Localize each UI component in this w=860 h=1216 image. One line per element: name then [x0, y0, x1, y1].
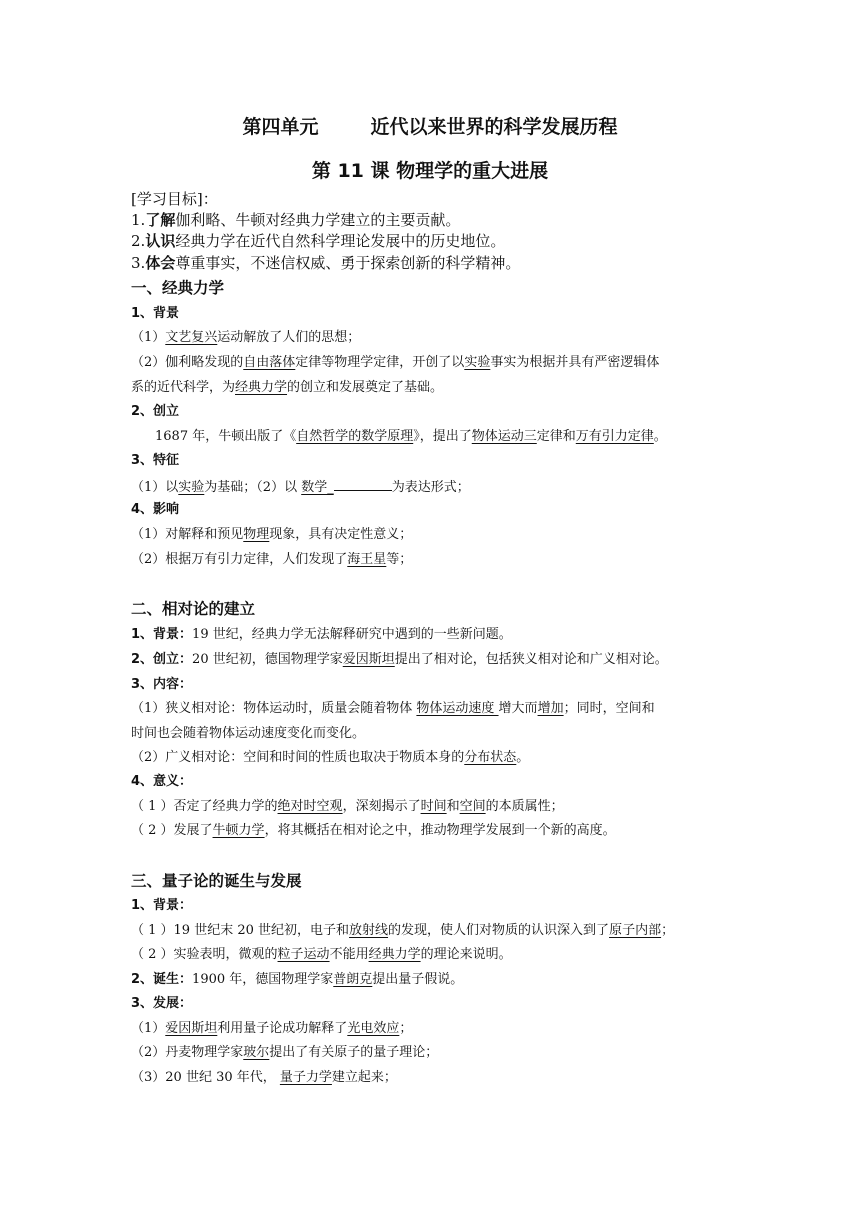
unit-number: 第四单元 — [242, 116, 319, 138]
goal-3: 3.体会尊重事实，不迷信权威、勇于探索创新的科学精神。 — [131, 254, 521, 272]
unit-title — [0, 116, 860, 139]
lesson-title: 第 11 课 物理学的重大进展 — [311, 160, 549, 182]
subheading-background: 1、背景： — [131, 898, 193, 913]
text-line: 2、诞生：1900 年，德国物理学家普朗克提出量子假说。 — [131, 972, 464, 987]
unit-name: 近代以来世界的科学发展历程 — [370, 116, 618, 138]
text-line: （2）丹麦物理学家玻尔提出了有关原子的量子理论； — [131, 1045, 439, 1060]
subheading-founding: 2、创立 — [131, 404, 180, 419]
text-line: （2）根据万有引力定律，人们发现了海王星等； — [131, 552, 413, 567]
text-line: （ 2 ）实验表明，微观的粒子运动不能用经典力学的理论来说明。 — [131, 947, 512, 962]
fill-blank — [334, 478, 392, 491]
text-line: （3）20 世纪 30 年代， 量子力学建立起来； — [131, 1070, 397, 1085]
text-line: （1）对解释和预见物理现象，具有决定性意义； — [131, 527, 413, 542]
text-line: （1）爱因斯坦利用量子论成功解释了光电效应； — [131, 1021, 413, 1036]
section-heading-classical-mechanics: 一、经典力学 — [131, 279, 225, 297]
text-line: 2、创立：20 世纪初，德国物理学家爱因斯坦提出了相对论，包括狭义相对论和广义相对论。 — [131, 652, 668, 667]
subheading-influence: 4、影响 — [131, 502, 180, 517]
text-line: 时间也会随着物体运动速度变化而变化。 — [131, 726, 366, 741]
text-line: （2）广义相对论：空间和时间的性质也取决于物质本身的分布状态。 — [131, 750, 530, 765]
subheading-features: 3、特征 — [131, 453, 180, 468]
text-line: （ 2 ）发展了牛顿力学，将其概括在相对论之中，推动物理学发展到一个新的高度。 — [131, 823, 616, 838]
subheading-content: 3、内容： — [131, 677, 193, 692]
subheading-significance: 4、意义： — [131, 774, 193, 789]
goals-header: [学习目标]： — [131, 190, 218, 208]
text-line: （1）以实验为基础；（2）以 数学_ 为表达形式； — [131, 480, 470, 495]
text-line: 系的近代科学，为经典力学的创立和发展奠定了基础。 — [131, 380, 444, 395]
text-line: （2）伽利略发现的自由落体定律等物理学定律，开创了以实验事实为根据并具有严密逻辑体 — [131, 355, 660, 370]
goal-1: 1.了解伽利略、牛顿对经典力学建立的主要贡献。 — [131, 211, 461, 229]
text-line: （ 1 ）19 世纪末 20 世纪初，电子和放射线的发现，使人们对物质的认识深入到了原子内部； — [131, 923, 675, 938]
subheading-development: 3、发展： — [131, 996, 193, 1011]
section-heading-relativity: 二、相对论的建立 — [131, 600, 256, 618]
text-line: 1、背景：19 世纪，经典力学无法解释研究中遇到的一些新问题。 — [131, 627, 512, 642]
goal-2: 2.认识经典力学在近代自然科学理论发展中的历史地位。 — [131, 232, 506, 250]
subheading-background: 1、背景 — [131, 306, 180, 321]
text-line: （ 1 ）否定了经典力学的绝对时空观，深刻揭示了时间和空间的本质属性； — [131, 799, 564, 814]
text-line: （1）狭义相对论：物体运动时，质量会随着物体 物体运动速度 增大而增加；同时，空间和 — [131, 701, 655, 716]
section-heading-quantum: 三、量子论的诞生与发展 — [131, 872, 302, 890]
text-line: （1）文艺复兴运动解放了人们的思想； — [131, 330, 361, 345]
text-line: 1687 年，牛顿出版了《自然哲学的数学原理》，提出了物体运动三定律和万有引力定律。 — [155, 429, 667, 444]
